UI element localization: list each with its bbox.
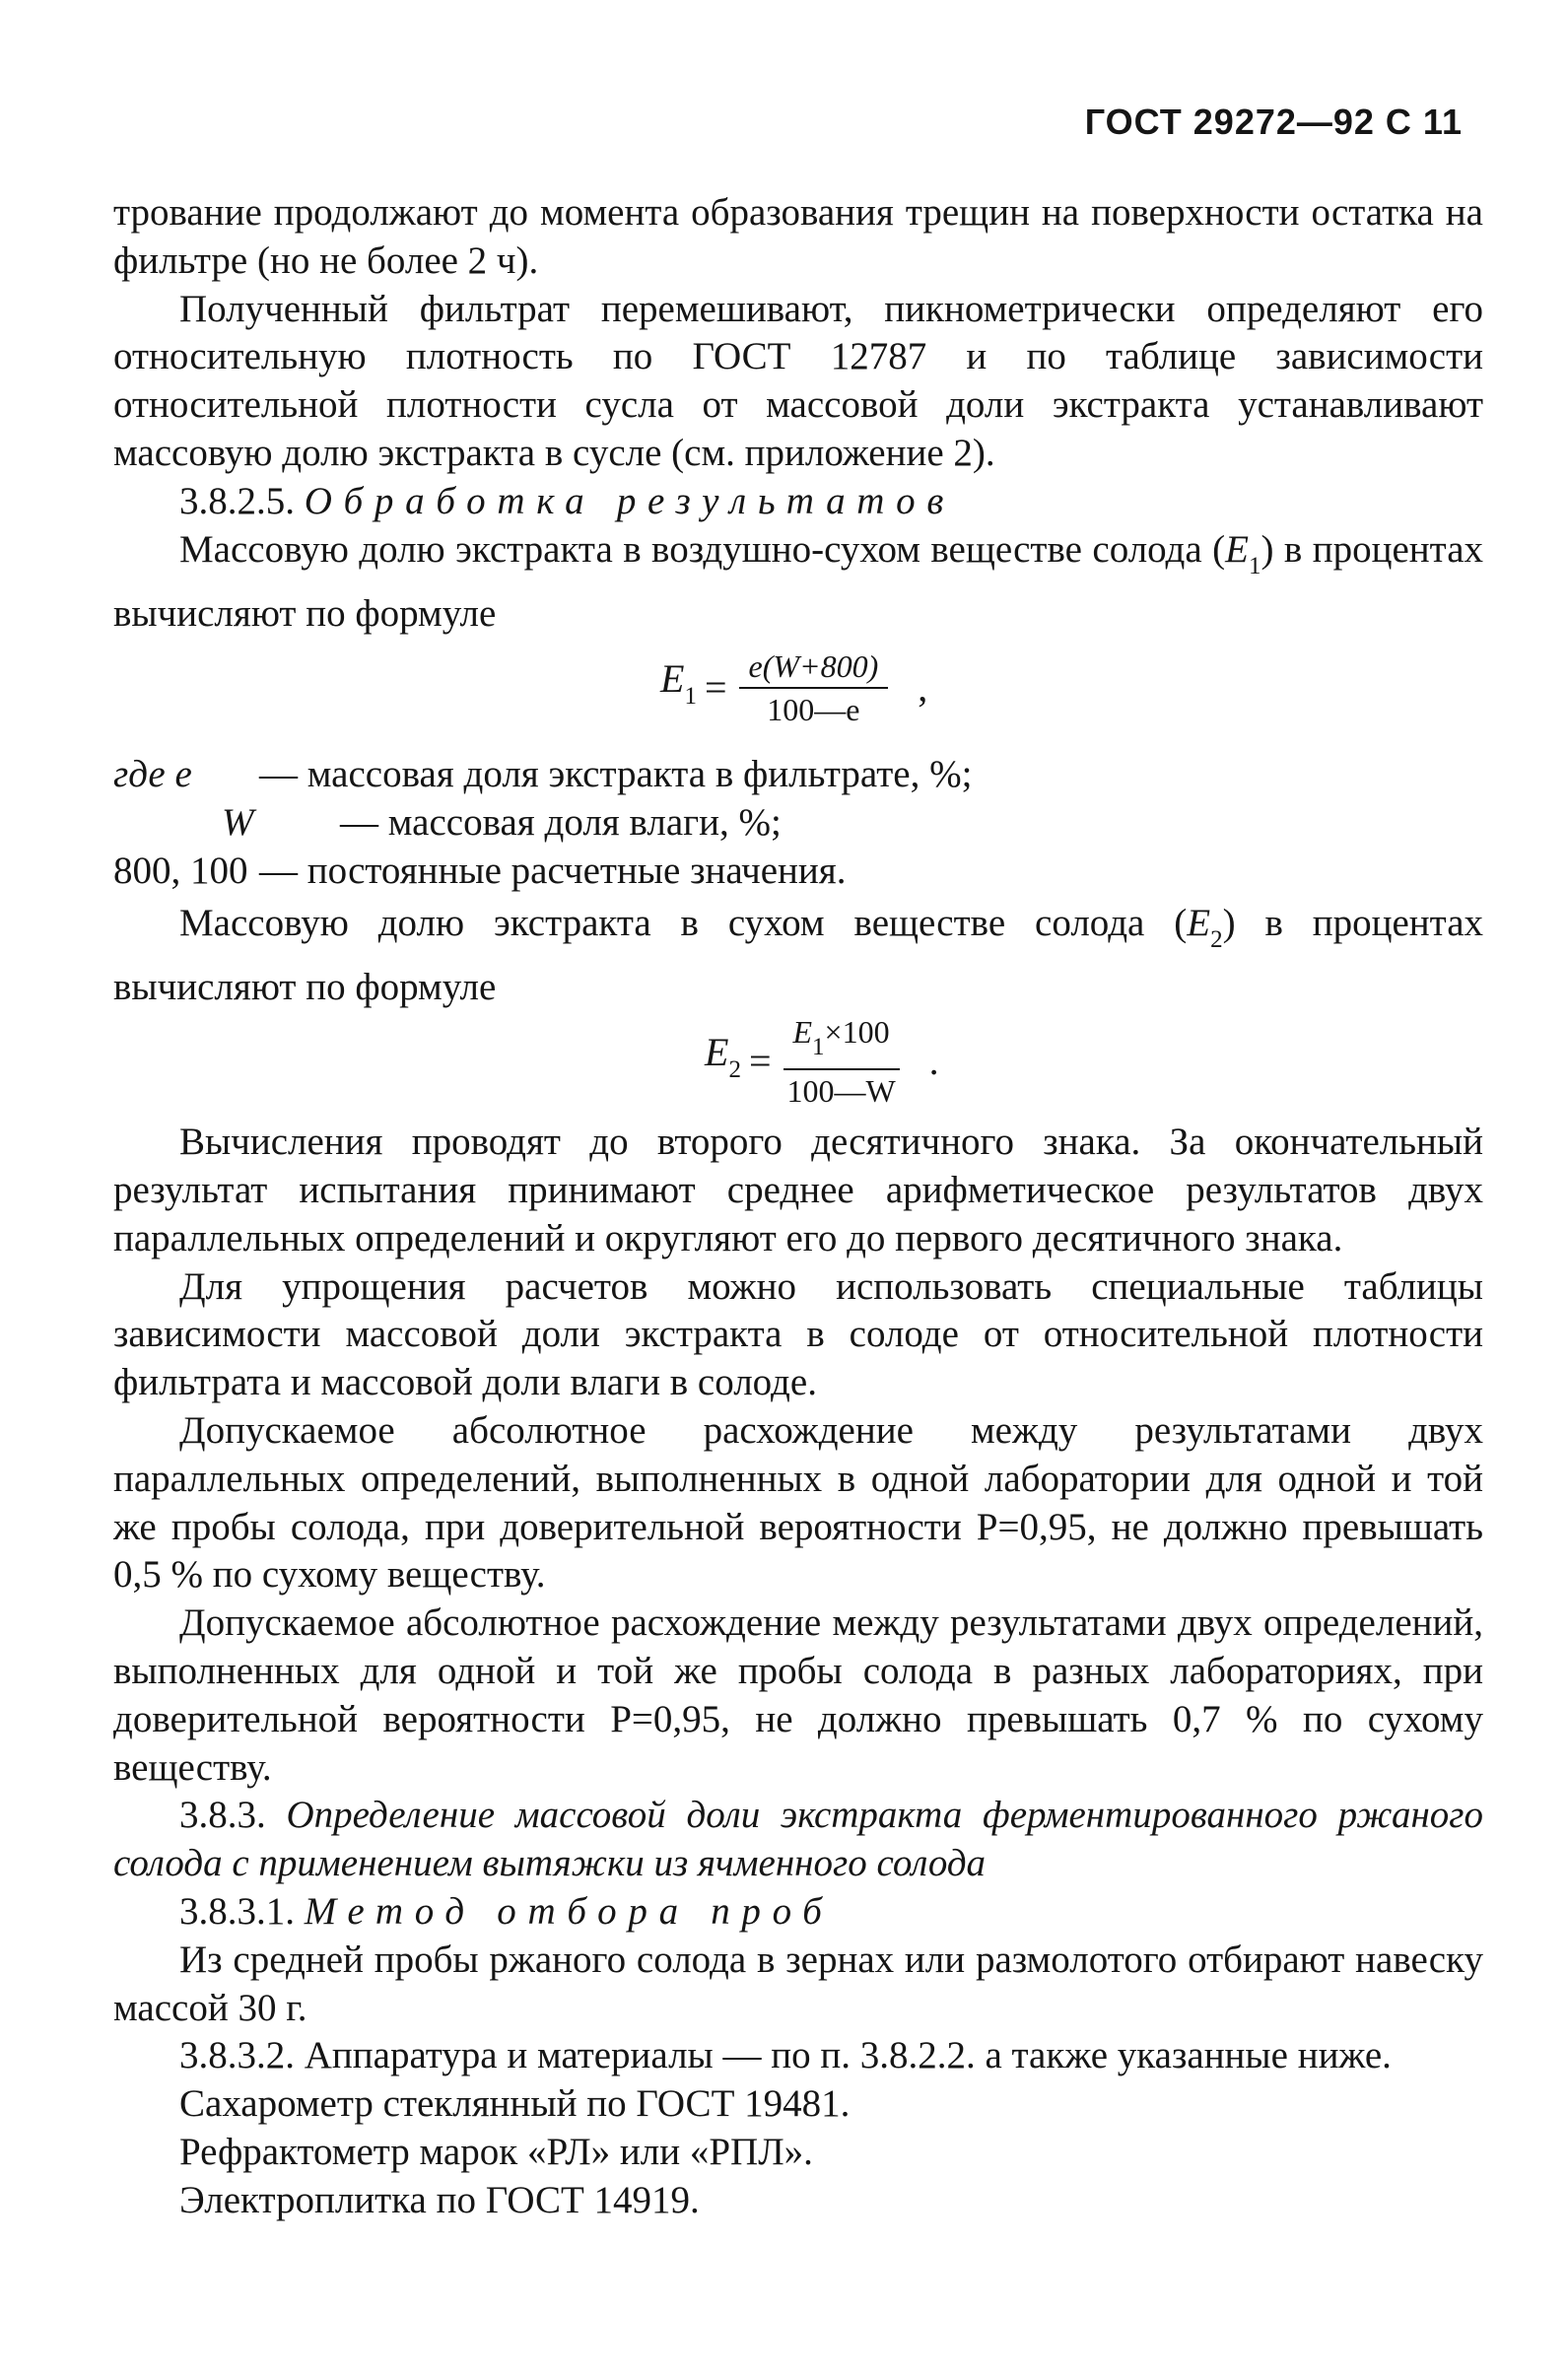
paragraph-sampling: Из средней пробы ржаного солода в зернах или размолотого отбирают навеску массой 30 г. — [113, 1938, 1483, 2029]
formula-lhs: $E_1$ — [660, 655, 697, 710]
definition-symbol: где e — [113, 753, 192, 796]
list-item: Рефрактометр марок «РЛ» или «РПЛ». — [179, 2130, 813, 2173]
formula-equals: = — [704, 664, 727, 710]
section-title: Метод отбора проб — [304, 1889, 834, 1933]
definition-text: — массовая доля влаги, %; — [340, 800, 782, 844]
section-title: Обработка результатов — [304, 479, 955, 522]
section-number: 3.8.3.1. — [179, 1889, 295, 1933]
formula-e2 — [113, 1012, 1483, 1111]
paragraph-e1-intro: Массовую долю экстракта в воздушно-сухом веществе солода $(E_1)$ в процентах вычисляют по формуле — [113, 527, 1484, 636]
paragraph-calculation-rules: Вычисления проводят до второго десятичного знака. За окончательный результат испытания принимают среднее арифметическое результатов двух параллельных определений и округляют его до первого десятичного знака. — [113, 1121, 1483, 1259]
formula-denominator: 100—e — [767, 692, 860, 728]
paragraph-repeatability: Допускаемое абсолютное расхождение между результатами двух параллельных определений, выполненных в одной лаборатории для одной и той же пробы солода, при доверительной вероятности P=0,95, не должно превышать 0,5 % по сухому веществу. — [113, 1408, 1483, 1597]
paragraph-filtrate: Полученный фильтрат перемешивают, пикнометрически определяют его относительную плотность по ГОСТ 12787 и по таблице зависимости относительной плотности сусла от массовой доли экстракта устанавливают массовую долю экстракта в сусле (см. приложение 2). — [113, 287, 1483, 474]
paragraph-reproducibility: Допускаемое абсолютное расхождение между результатами двух определений, выполненных для одной и той же пробы солода в разных лабораториях, при доверительной вероятности P=0,95, не должно превышать 0,7 % по сухому веществу. — [113, 1601, 1483, 1789]
definition-row — [113, 751, 1483, 799]
section-number: 3.8.2.5. — [179, 479, 295, 522]
formula-numerator: $E_1\times 100$ — [784, 1014, 900, 1070]
definition-row — [113, 848, 1483, 896]
paragraph-e2-intro: Массовую долю экстракта в сухом веществе солода $(E_2)$ в процентах вычисляют по формуле — [113, 901, 1484, 1009]
definition-symbol: W — [222, 800, 254, 844]
variable-definitions — [113, 751, 1483, 895]
formula-punct: , — [918, 664, 928, 710]
section-3-8-2-5-heading — [113, 478, 1483, 526]
running-header: ГОСТ 29272—92 С 11 — [1084, 102, 1463, 142]
list-item: Сахарометр стеклянный по ГОСТ 19481. — [179, 2082, 851, 2126]
formula-equals: = — [748, 1038, 772, 1083]
section-3-8-3-heading — [113, 1792, 1483, 1888]
paragraph-apparatus: 3.8.3.2. Аппаратура и материалы — по п. 3.8.2.2. а также указанные ниже. — [179, 2034, 1392, 2077]
formula-lhs: $E_2$ — [705, 1029, 741, 1083]
formula-e1 — [113, 639, 1483, 737]
paragraph-continuation: трование продолжают до момента образования трещин на поверхности остатка на фильтре (но не более 2 ч). — [113, 191, 1483, 282]
section-3-8-3-1-heading — [113, 1888, 1483, 1937]
definition-text: — постоянные расчетные значения. — [259, 849, 847, 892]
definition-symbol: 800, 100 — [113, 849, 248, 892]
document-body — [113, 189, 1483, 2224]
formula-denominator: 100—W — [786, 1073, 896, 1110]
formula-punct: . — [928, 1038, 939, 1083]
section-title: Определение массовой доли экстракта ферментированного ржаного солода с применением вытяжки из ячменного солода — [113, 1794, 1484, 1885]
section-number: 3.8.3. — [179, 1794, 266, 1837]
formula-fraction — [784, 1014, 900, 1109]
formula-fraction — [739, 648, 889, 727]
paragraph-tables-note: Для упрощения расчетов можно использовать специальные таблицы зависимости массовой доли экстракта в солоде от относительной плотности фильтрата и массовой доли влаги в солоде. — [113, 1264, 1483, 1404]
definition-text: — массовая доля экстракта в фильтрате, %; — [259, 753, 973, 796]
definition-row — [113, 799, 1483, 848]
formula-numerator: e(W+800) — [739, 648, 889, 689]
list-item: Электроплитка по ГОСТ 14919. — [179, 2178, 700, 2221]
